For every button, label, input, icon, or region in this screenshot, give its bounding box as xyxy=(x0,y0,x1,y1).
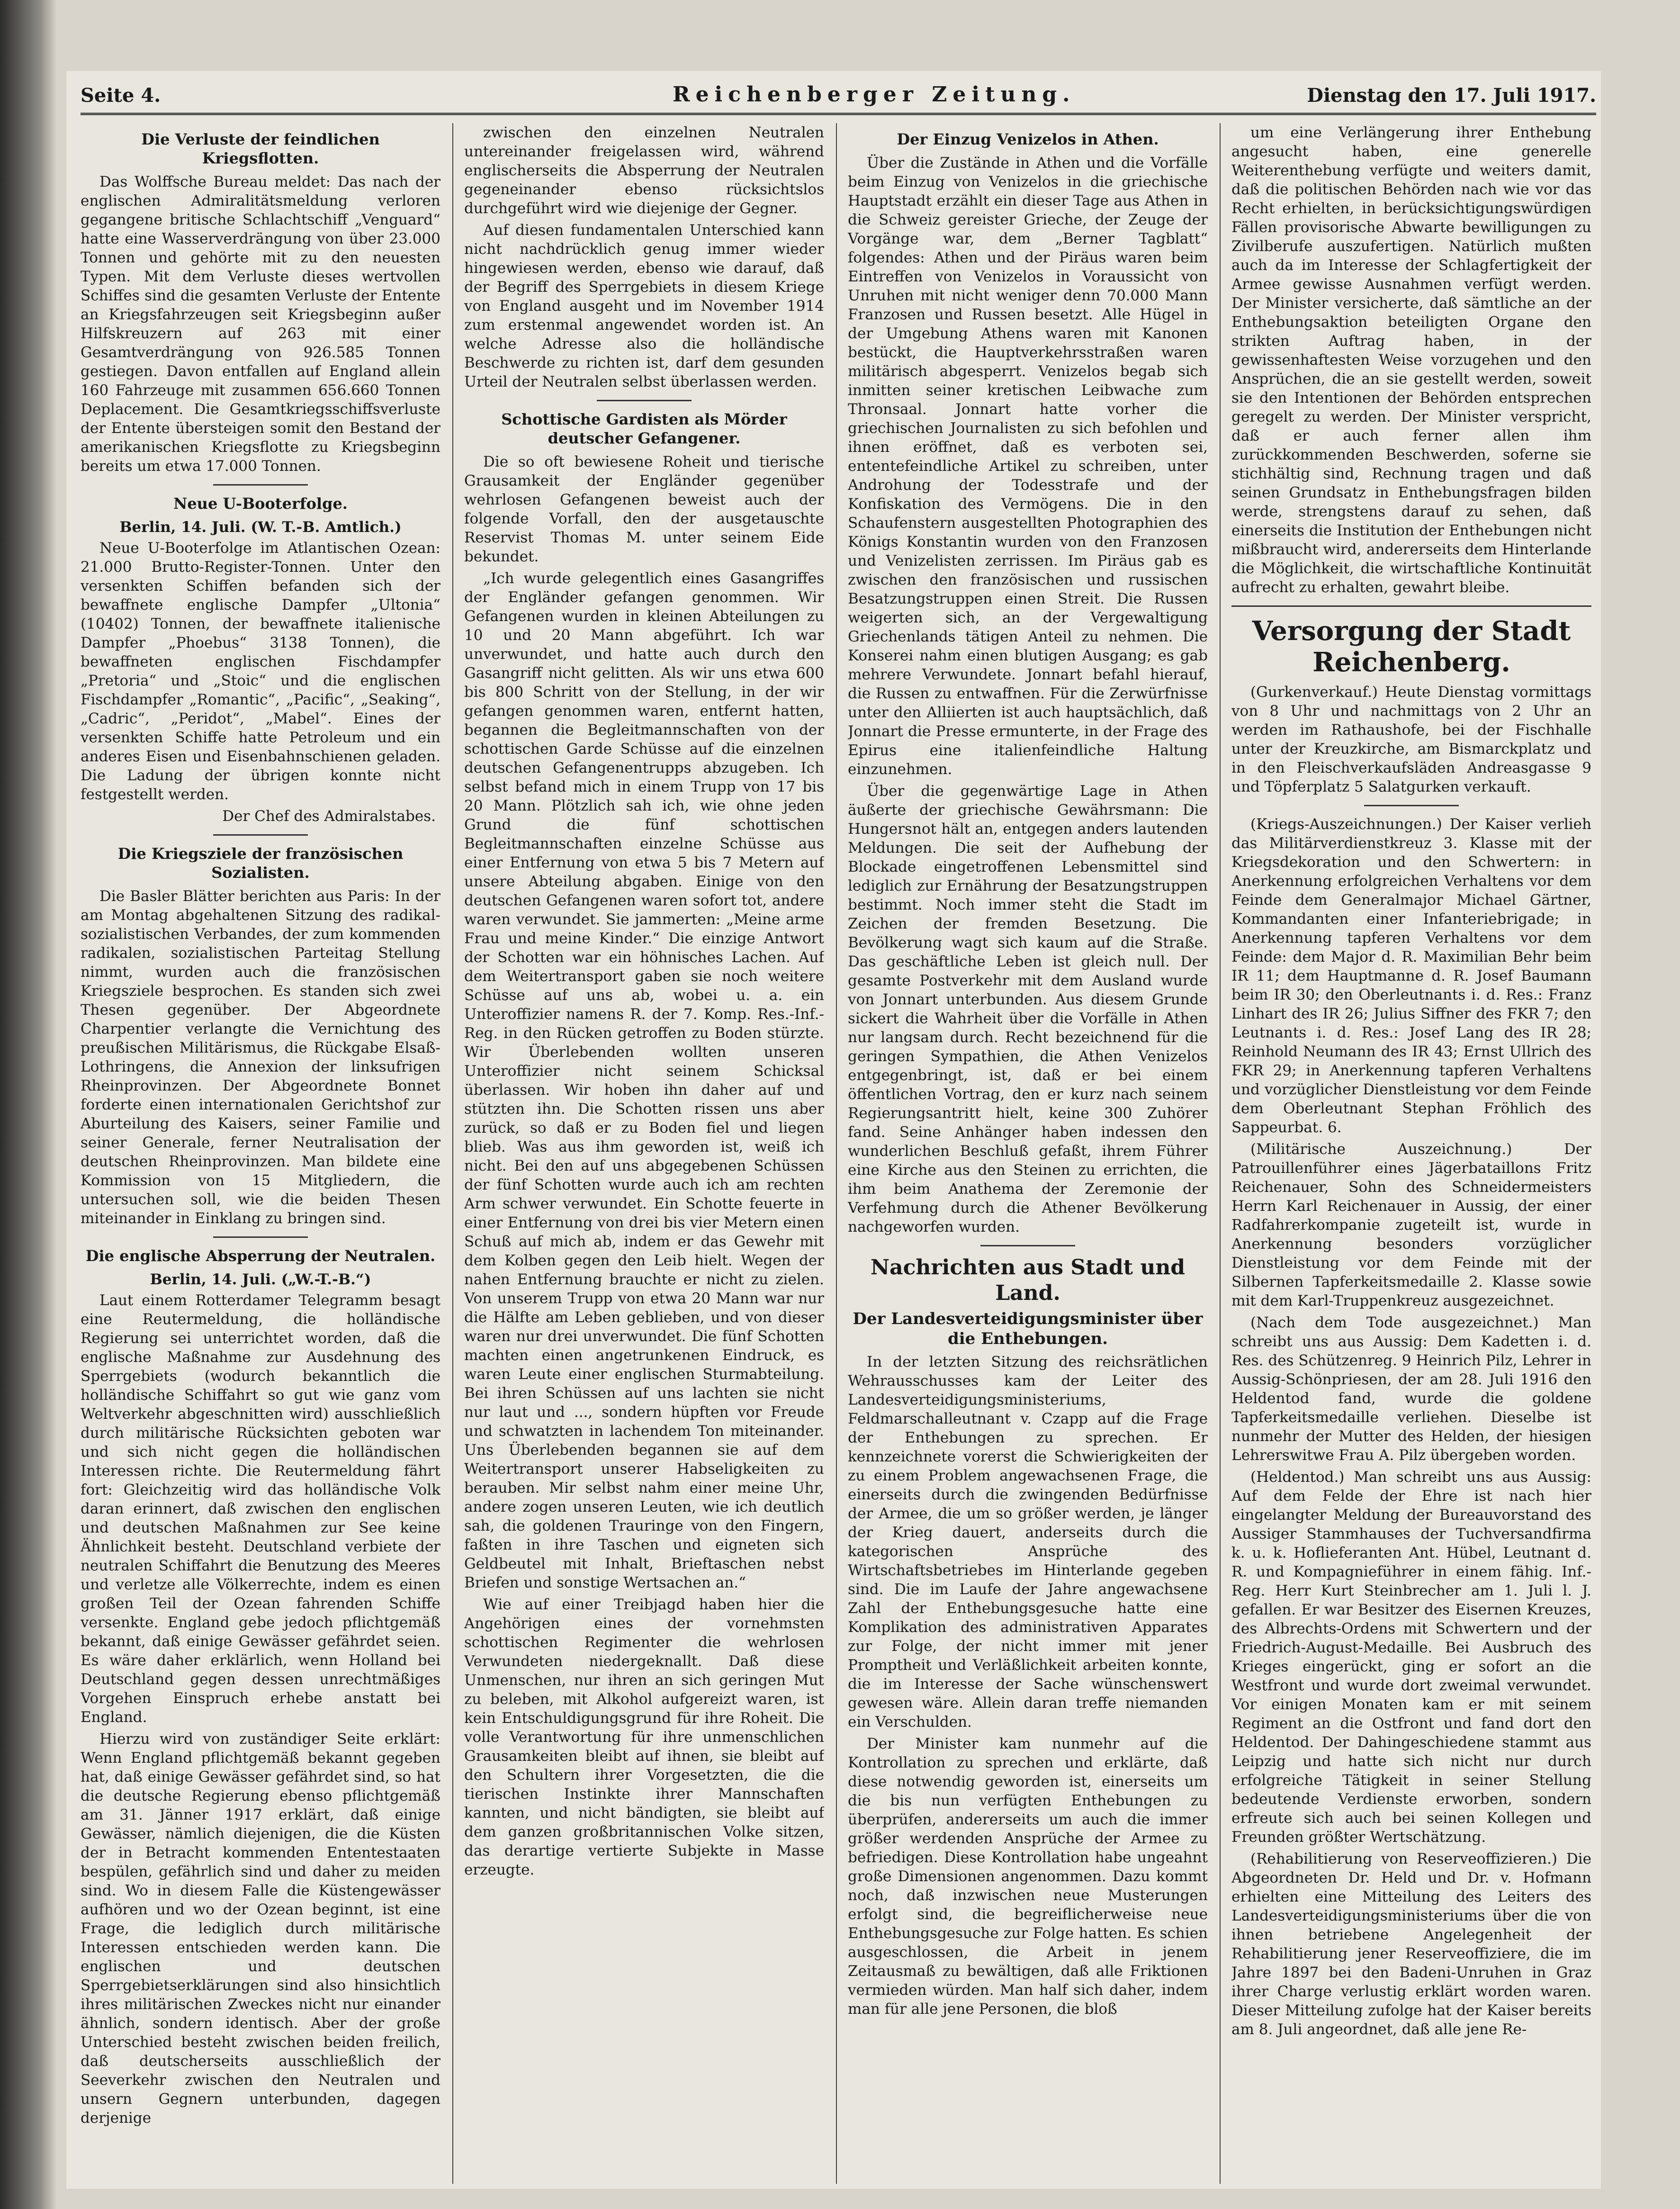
article-subheading: Der Landesverteidigungsminister über die Enthebungen. xyxy=(853,1309,1203,1348)
article-paragraph: (Heldentod.) Man schreibt uns aus Aussig: Auf dem Felde der Ehre ist nach hier eingelangter Meldung der Bureauvorstand des Aussiger Stammhauses der Tuchversandfirma k. u. k. Hoflieferanten Ant. Hübel, Leutnant d. R. und Kompagnieführer in einem fähig. Inf.-Reg. Herr Kurt Steinbrecher am 1. Juli l. J. gefallen. Er war Besitzer des Eisernen Kreuzes, des Albrechts-Ordens mit Schwertern und der Friedrich-August-Medaille. Bei Ausbruch des Krieges eingerückt, ging er sofort an die Westfront und wurde dort zweimal verwundet. Vor einigen Monaten kam er mit seinem Regiment an die Ostfront und fand dort den Heldentod. Der Dahingeschiedene stammt aus Leipzig und hatte sich nicht nur durch erfolgreiche Tätigkeit in seiner Stellung bedeutende Verdienste erworben, sondern erfreute sich auch bei seinen Kollegen und Freunden größter Wertschätzung. xyxy=(1231,1469,1591,1846)
article-heading: Die englische Absperrung der Neutralen. xyxy=(85,1247,436,1265)
separator xyxy=(213,484,308,486)
separator xyxy=(213,1236,308,1238)
scan-edge-shadow xyxy=(0,0,57,2209)
article-paragraph: zwischen den einzelnen Neutralen untereinander freigelassen wird, während englischerseits die Absperrung der Neutralen gegeneinander ebenso rücksichtslos durchgeführt wird wie diejenige der Gegner. xyxy=(464,124,824,217)
section-heading: Versorgung der Stadt Reichenberg. xyxy=(1252,615,1571,678)
article-paragraph: Hierzu wird von zuständiger Seite erklärt: Wenn England pflichtgemäß bekannt gegeben hat, daß einige Gewässer gefährdet sind, so hat die deutsche Regierung ebenso pflichtgemäß am 31. Jänner 1917 erklärt, daß einige Gewässer, nämlich diejenigen, die die Küsten der in Betracht kommenden Ententestaaten bespülen, gefährlich sind und daher zu meiden sind. Wo in diesem Falle die Küstengewässer aufhören und wo der Ozean beginnt, ist eine Frage, die lediglich durch militärische Interessen entschieden werden kann. Die englischen und deutschen Sperrgebietserklärungen sind also hinsichtlich ihres militärischen Zweckes nicht nur einander ähnlich, sondern identisch. Aber der große Unterschied besteht zwischen beiden freilich, daß deutscherseits ausschließlich der Seeverkehr zwischen den Neutralen und unsern Gegnern unterbunden, dagegen derjenige xyxy=(81,1731,440,2127)
article-heading: Schottische Gardisten als Mörder deutscher Gefangener. xyxy=(501,410,787,447)
column-3 xyxy=(848,123,1208,2184)
column-1 xyxy=(81,123,440,2184)
article-paragraph: Das Wolffsche Bureau meldet: Das nach der englischen Admiralitätsmeldung verloren gegangene britische Schlachtschiff „Venguard“ hatte eine Wasserverdrängung von über 23.000 Tonnen und gehörte mit zu den neuesten Typen. Mit dem Verluste dieses wertvollen Schiffes sind die gesamten Verluste der Entente an Kriegsfahrzeugen seit Kriegsbeginn außer Hilfskreuzern auf 263 mit einer Gesamtverdrängung von 926.585 Tonnen gestiegen. Davon entfallen auf England allein 160 Fahrzeuge mit zusammen 656.660 Tonnen Deplacement. Die Gesamtkriegsschiffsverluste der Entente übersteigen somit den Bestand der amerikanischen Kriegsflotte zu Kriegsbeginn bereits um etwa 17.000 Tonnen. xyxy=(81,173,440,475)
separator xyxy=(1364,805,1459,806)
article-heading: Neue U-Booterfolge. xyxy=(173,495,348,513)
article-paragraph: (Rehabilitierung von Reserveoffizieren.) Die Abgeordneten Dr. Held und Dr. v. Hofmann erhielten eine Mitteilung des Leiters des Landesverteidigungsministeriums über die von ihnen betriebene Angelegenheit der Rehabilitierung jener Reserveoffiziere, die im Jahre 1897 bei den Badeni-Unruhen in Graz ihrer Charge verlustig erklärt worden waren. Dieser Mitteilung zufolge hat der Kaiser bereits am 8. Juli angeordnet, daß alle jene Re- xyxy=(1231,1850,1591,2038)
separator xyxy=(597,400,692,401)
article-paragraph: (Kriegs-Auszeichnungen.) Der Kaiser verlieh das Militärverdienstkreuz 3. Klasse mit der Kriegsdekoration und den Schwertern: in Anerkennung erfolgreichen Verhaltens vor dem Feinde dem Generalmajor Michael Gärtner, Kommandanten einer Infanteriebrigade; in Anerkennung tapferen Verhaltens vor dem Feinde: dem Major d. R. Maximilian Behr beim IR 11; dem Hauptmanne d. R. Josef Baumann beim IR 30; den Oberleutnants i. d. Res.: Franz Linhart des IR 26; Julius Siffner des FKR 7; den Leutnants i. d. Res.: Josef Lang des IR 28; Reinhold Neumann des IR 43; Ernst Ullrich des FKR 29; in Anerkennung tapferen Verhaltens und vorzüglicher Dienstleistung vor dem Feinde dem Oberleutnant Stephan Fröhlich des Sappeurbat. 6. xyxy=(1231,816,1591,1136)
page-number: Seite 4. xyxy=(81,84,161,107)
column-rule xyxy=(452,123,453,2184)
separator xyxy=(1231,605,1591,607)
dateline: Berlin, 14. Juli. („W.-T.-B.“) xyxy=(150,1271,371,1288)
article-heading: Der Einzug Venizelos in Athen. xyxy=(897,130,1159,148)
article-paragraph: Die so oft bewiesene Roheit und tierische Grausamkeit der Engländer gegenüber wehrlosen Gefangenen beweist auch der folgende Vorfall, den der ausgetauschte Reservist Thomas M. unter seinem Eide bekundet. xyxy=(464,453,824,565)
article-paragraph: (Nach dem Tode ausgezeichnet.) Man schreibt uns aus Aussig: Dem Kadetten i. d. Res. des Schützenreg. 9 Heinrich Pilz, Lehrer in Aussig-Schönpriesen, der am 28. Juli 1916 den Heldentod fand, wurde die goldene Tapferkeitsmedaille verliehen. Dieselbe ist nunmehr der Mutter des Helden, der hiesigen Lehrerswitwe Frau A. Pilz übergeben worden. xyxy=(1231,1314,1591,1464)
article-paragraph: (Gurkenverkauf.) Heute Dienstag vormittags von 8 Uhr und nachmittags von 2 Uhr an werden im Rathaushofe, bei der Fischhalle unter der Kreuzkirche, am Bismarckplatz und in den Fleischverkaufsläden Andreasgasse 9 und Töpferplatz 5 Salatgurken verkauft. xyxy=(1231,684,1591,795)
newspaper-title: Reichenberger Zeitung. xyxy=(673,82,1076,107)
article-paragraph: um eine Verlängerung ihrer Enthebung angesucht haben, eine generelle Weiterenthebung verfügte und weiters damit, daß die politischen Behörden nach wie vor das Recht erhielten, in berücksichtigungswürdigen Fällen provisorische Abwarte bewilligungen zu Zivilberufe auszufertigen. Natürlich mußten auch da im Interesse der Schlagfertigkeit der Armee gewisse Ausnahmen verfügt werden. Der Minister versicherte, daß sämtliche an der Enthebungsaktion beteiligten Organe den strikten Auftrag haben, in der gewissenhaftesten Weise vorzugehen und den Ansprüchen, die an sie gestellt werden, soweit sie den Intentionen der Behörden entsprechen geregelt zu werden. Der Minister verspricht, daß er auch ferner allen ihm zurückkommenden Beschwerden, soferne sie stichhältig sind, Rechnung tragen und daß seinen Grundsatz in Enthebungsfragen bilden werde, strengstens darauf zu sehen, daß einerseits die Institution der Enthebungen nicht mißbraucht wird, andererseits dem Hinterlande die Möglichkeit, die wirtschaftliche Kontinuität aufrecht zu erhalten, gewahrt bleibe. xyxy=(1231,124,1591,596)
article-paragraph: Über die gegenwärtige Lage in Athen äußerte der griechische Gewährsmann: Die Hungersnot hält an, entgegen anders lautenden Meldungen. Die seit der Aufhebung der Blockade eingetroffenen Lebensmittel sind lediglich zur Ernährung der Besatzungstruppen bestimmt. Noch immer steht die Stadt im Zeichen der fremden Besetzung. Die Bevölkerung wagt sich kaum auf die Straße. Das geschäftliche Leben ist gleich null. Der gesamte Postverkehr mit dem Ausland wurde von Jonnart unterbunden. Aus diesem Grunde sickert die Wahrheit über die Vorfälle in Athen nur langsam durch. Recht bezeichnend für die geringen Sympathien, die Athen Venizelos entgegenbringt, ist, daß er bei einem öffentlichen Vortrag, den er kurz nach seinem Regierungsantritt hielt, keine 300 Zuhörer fand. Seine Anhänger haben indessen den wunderlichen Beschluß gefaßt, ihrem Führer eine Kirche aus den Steinen zu errichten, die ihm beim Anathema der Zeremonie der Verfehmung durch die Athener Bevölkerung nachgeworfen wurden. xyxy=(848,783,1208,1235)
article-paragraph: Auf diesen fundamentalen Unterschied kann nicht nachdrücklich genug immer wieder hingewiesen werden, ebenso wie darauf, daß der Begriff des Sperrgebiets in diesem Kriege von England ausgeht und im November 1914 zum erstenmal angewendet worden ist. An welche Adresse also die holländische Beschwerde zu richten ist, darf dem gesunden Urteil der Neutralen selbst überlassen werden. xyxy=(464,222,824,390)
page-header xyxy=(81,80,1596,115)
separator xyxy=(980,1245,1075,1246)
article-paragraph: In der letzten Sitzung des reichsrätlichen Wehrausschusses kam der Leiter des Landesverteidigungsministeriums, Feldmarschalleutnant v. Czapp auf die Frage der Enthebungen zu sprechen. Er kennzeichnete vorerst die Schwierigkeiten der zu einem Problem angewachsenen Frage, die einerseits durch die zwingenden Bedürfnisse der Armee, die um so größer werden, je länger der Krieg dauert, anderseits durch die kategorischen Ansprüche des Wirtschaftsbetriebes im Hinterlande gegeben sind. Die im Laufe der Jahre angewachsene Zahl der Enthebungsgesuche hatte eine Komplikation des administrativen Apparates zur Folge, der nicht immer mit jener Promptheit und Verläßlichkeit arbeiten konnte, die im Interesse der Sache wünschenswert gewesen wäre. Allein daran treffe niemanden ein Verschulden. xyxy=(848,1353,1208,1731)
columns xyxy=(81,123,1596,2184)
column-4 xyxy=(1231,123,1591,2184)
article-heading: Die Verluste der feindlichen Kriegsflotten. xyxy=(141,130,380,167)
article-paragraph: Laut einem Rotterdamer Telegramm besagt eine Reutermeldung, die holländische Regierung sei unterrichtet worden, daß die englische Maßnahme zur Ausdehnung des Sperrgebiets (wodurch bekanntlich die holländische Schiffahrt so gut wie ganz vom Weltverkehr abgeschnitten wird) ausschließlich durch militärische Rücksichten geboten war und sich nicht gegen die holländischen Interessen richte. Die Reutermeldung fährt fort: Gleichzeitig wird das holländische Volk daran erinnert, daß zwischen den englischen und deutschen Maßnahmen zur See keine Ähnlichkeit besteht. Deutschland verbiete der neutralen Schiffahrt die Benutzung des Meeres und verletze alle Völkerrechte, indem es einen großen Teil der Ozean fahrenden Schiffe versenkte. England gebe jedoch pflichtgemäß bekannt, daß einige Gewässer gefährdet seien. Es wäre daher erklärlich, wenn Holland bei Deutschland gegen dessen unrechtmäßiges Vorgehen Einspruch erhebe anstatt bei England. xyxy=(81,1292,440,1726)
signature: Der Chef des Admiralstabes. xyxy=(222,808,436,825)
column-rule xyxy=(1220,123,1221,2184)
dateline: Berlin, 14. Juli. (W. T.-B. Amtlich.) xyxy=(119,519,402,536)
article-paragraph: Über die Zustände in Athen und die Vorfälle beim Einzug von Venizelos in die griechische Hauptstadt erzählt ein dieser Tage aus Athen in die Schweiz gereister Grieche, der Zeuge der Vorgänge war, dem „Berner Tagblatt“ folgendes: Athen und der Piräus waren beim Eintreffen von Venizelos in Voraussicht von Unruhen mit nicht weniger denn 70.000 Mann Franzosen und Russen besetzt. Alle Hügel in der Umgebung Athens waren mit Kanonen bestückt, die Hauptverkehrsstraßen waren militärisch abgesperrt. Venizelos begab sich inmitten seiner kretischen Leibwache zum Thronsaal. Jonnart hatte vorher die griechischen Journalisten zu sich befohlen und ihnen eröffnet, daß es verboten sei, ententefeindliche Artikel zu schreiben, unter Androhung der Todesstrafe und der Konfiskation des Vermögens. Die in den Schaufenstern ausgestellten Photographien des Königs Konstantin wurden von den Franzosen und Venizelisten zerrissen. Im Piräus gab es zwischen den französischen und russischen Besatzungstruppen einen Streit. Die Russen weigerten sich, an der Vergewaltigung Griechenlands tätigen Anteil zu nehmen. Die Konserei nahm einen blutigen Ausgang; es gab mehrere Verwundete. Jonnart befahl hierauf, die Russen zu entwaffnen. Für die Zerwürfnisse unter den Alliierten ist auch hauptsächlich, daß Jonnart die Presse ermunterte, in der Frage des Epirus eine italienfeindliche Haltung einzunehmen. xyxy=(848,154,1208,778)
article-paragraph: Wie auf einer Treibjagd haben hier die Angehörigen eines der vornehmsten schottischen Regimenter die wehrlosen Verwundeten niedergeknallt. Daß diese Unmenschen, nur ihren an sich geringen Mut zu beleben, mit Alkohol aufgereizt waren, ist kein Entschuldigungsgrund für ihre Roheit. Die volle Verantwortung für ihre unmenschlichen Grausamkeiten bleibt auf ihnen, sie bleibt auf den Schultern ihrer Vorgesetzten, die die tierischen Instinkte ihrer Mannschaften kannten, und nicht bändigten, sie bleibt auf dem ganzen großbritannischen Volke sitzen, das derartige vertierte Subjekte in Masse erzeugte. xyxy=(464,1596,824,1878)
article-paragraph: Die Basler Blätter berichten aus Paris: In der am Montag abgehaltenen Sitzung des radikal-sozialistischen Verbandes, der zum kommenden radikalen, sozialistischen Parteitag Stellung nimmt, wurden auch die französischen Kriegsziele besprochen. Es standen sich zwei Thesen gegenüber. Der Abgeordnete Charpentier verlangte die Vernichtung des preußischen Militärismus, die Rückgabe Elsaß-Lothringens, die Annexion der linksufrigen Rheinprovinzen. Der Abgeordnete Bonnet forderte einen internationalen Gerichtshof zur Aburteilung des Kaisers, seiner Familie und seiner Generale, ferner Neutralisation der deutschen Rheinprovinzen. Man bildete eine Kommission von 15 Mitgliedern, die untersuchen soll, wie die beiden Thesen miteinander in Einklang zu bringen sind. xyxy=(81,888,440,1227)
newspaper-page xyxy=(66,71,1601,2189)
column-rule xyxy=(836,123,837,2184)
article-paragraph: „Ich wurde gelegentlich eines Gasangriffes der Engländer gefangen genommen. Wir Gefangenen wurden in kleinen Abteilungen zu 10 und 20 Mann abgeführt. Ich war unverwundet, und hatte auch durch den Gasangriff nicht gelitten. Als wir uns etwa 600 bis 800 Schritt von der Stellung, in der wir gefangen genommen waren, entfernt hatten, begannen die Begleitmannschaften von der schottischen Garde Schüsse auf die einzelnen deutschen Gefangenentrupps abzugeben. Ich selbst befand mich in einem Trupp von 17 bis 20 Mann. Plötzlich sah ich, wie ohne jeden Grund die fünf schottischen Begleitmannschaften einzelne Schüsse aus einer Entfernung von etwa 5 bis 7 Metern auf unsere Abteilung abgaben. Einige von den deutschen Gefangenen waren sofort tot, andere waren verwundet. Sie jammerten: „Meine arme Frau und meine Kinder.“ Die einzige Antwort der Schotten war ein höhnisches Lachen. Auf dem Weitertransport gaben sie noch weitere Schüsse auf uns ab, wobei u. a. ein Unteroffizier namens R. der 7. Komp. Res.-Inf.-Reg. in den Rücken getroffen zu Boden stürzte. Wir Überlebenden wollten unseren Unteroffizier nicht seinem Schicksal überlassen. Wir hoben ihn daher auf und stützten ihn. Die Schotten rissen uns aber zurück, so daß er zu Boden fiel und liegen blieb. Was aus ihm geworden ist, weiß ich nicht. Bei den auf uns abgegebenen Schüssen der fünf Schotten wurde auch ich am rechten Arm schwer verwundet. Ein Schotte feuerte in einer Entfernung von drei bis vier Metern einen Schuß auf mich ab, indem er das Gewehr mit dem Kolben gegen den Leib hielt. Wegen der nahen Entfernung brauchte er nicht zu zielen. Von unserem Trupp von etwa 20 Mann war nur die Hälfte am Leben geblieben, und von dieser waren nur drei unverwundet. Die fünf Schotten machten einen angetrunkenen Eindruck, es waren Leute einer englischen Sturmabteilung. Bei ihren Schüssen auf uns lachten sie nicht nur laut und ..., sondern hüpften vor Freude und schwatzten in lachendem Ton miteinander. Uns Überlebenden begannen sie auf dem Weitertransport unserer Habseligkeiten zu berauben. Mir selbst nahm einer meine Uhr, andere zogen unseren Leuten, wie ich deutlich sah, die goldenen Trauringe von den Fingern, faßten in ihre Taschen und eigneten sich Geldbeutel mit Inhalt, Brieftaschen nebst Briefen und sonstige Wertsachen an.“ xyxy=(464,570,824,1591)
issue-date: Dienstag den 17. Juli 1917. xyxy=(1307,84,1596,107)
article-paragraph: Neue U-Booterfolge im Atlantischen Ozean: 21.000 Brutto-Register-Tonnen. Unter den versenkten Schiffen befanden sich der bewaffnete englische Dampfer „Ultonia“ (10402) Tonnen, der bewaffnete italienische Dampfer „Phoebus“ 3138 Tonnen), die bewaffneten englischen Fischdampfer „Pretoria“ und „Stoic“ und die englischen Fischdampfer „Romantic“, „Pacific“, „Seaking“, „Cadric“, „Peridot“, „Mabel“. Eines der versenkten Schiffe hatte Petroleum und ein anderes Eisen und Eisenbahnschienen geladen. Die Ladung der übrigen konnte nicht festgestellt werden. xyxy=(81,540,440,803)
column-2 xyxy=(464,123,824,2184)
article-paragraph: Der Minister kam nunmehr auf die Kontrollation zu sprechen und erklärte, daß diese notwendig geworden ist, einerseits um die bis nun verfügten Enthebungen zu überprüfen, andererseits um auch die immer größer werdenden Ansprüche der Armee zu befriedigen. Diese Kontrollation habe ungeahnt große Dimensionen angenommen. Dazu kommt noch, daß inzwischen neue Musterungen erfolgt sind, die begreiflicherweise neue Enthebungsgesuche zur Folge hatten. Es schien ausgeschlossen, die Arbeit in jenem Zeitausmaß zu bewältigen, daß alle Friktionen vermieden würden. Man half sich daher, indem man für alle jene Personen, die bloß xyxy=(848,1735,1208,2018)
article-heading: Die Kriegsziele der französischen Sozialisten. xyxy=(117,845,404,882)
article-paragraph: (Militärische Auszeichnung.) Der Patrouillenführer eines Jägerbataillons Fritz Reichenauer, Sohn des Schneidermeisters Herrn Karl Reichenauer in Aussig, der einer Radfahrerkompanie zugeteilt ist, wurde in Anerkennung besonders vorzüglicher Dienstleistung vor dem Feinde mit der Silbernen Tapferkeitsmedaille 2. Klasse sowie mit dem Karl-Truppenkreuz ausgezeichnet. xyxy=(1231,1141,1591,1309)
separator xyxy=(213,834,308,836)
section-heading: Nachrichten aus Stadt und Land. xyxy=(870,1255,1186,1305)
